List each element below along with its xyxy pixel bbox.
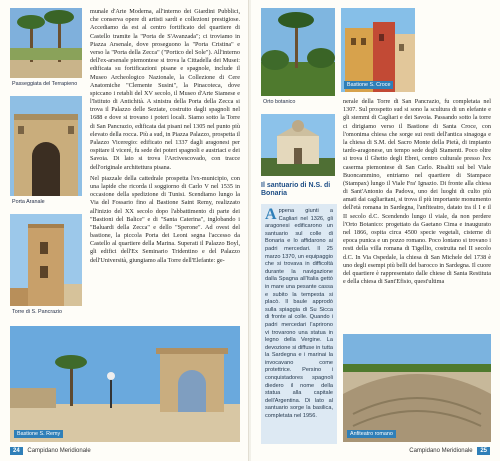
tower-image [10, 214, 82, 306]
photo-orto-botanico [261, 8, 335, 96]
caption-torre-pancrazio: Torre di S. Pancrazio [12, 309, 63, 315]
photo-torre-pancrazio [10, 214, 82, 306]
caption-bastione-croce: Bastione S. Croce [344, 81, 393, 89]
sidebar-box [261, 204, 337, 444]
sidebar-title-text: Il santuario di N.S. di Bonaria [261, 182, 331, 198]
sidebar-dropcap: A [265, 206, 277, 223]
sidebar-text: ppena giunti a Cagliari nel 1326, gli aragonesi edificarono un santuario sul colle di Bonaria e lo affidarono ai padri mercedari. Il 25 marzo 1370, un equipaggio che si trovava in difficoltà durante la navigazione dalla Spagna all'Italia gettò in mare una pesante cassa e subito la tempesta si placò. Il baule approdò sulla spiaggia di Su Sicca di fronte al colle. Quando i padri mercedari l'aprirono vi trovarono una statua in legno della Vergine. La devozione si diffuse in tutta la Sardegna e i marinai la invocavano come protettrice. Persino i conquistadores spagnoli diedero il nome della statua alla capitale dell'Argentina. Di lato al santuario sorge la basilica, completata nel 1956. [265, 208, 333, 420]
amphitheatre-image [343, 334, 491, 442]
photo-anfiteatro [343, 334, 491, 442]
page-number-left: 24 [10, 447, 23, 455]
right-page [251, 0, 500, 461]
photo-bastione-croce [341, 8, 415, 92]
caption-orto-botanico: Orto botanico [263, 99, 296, 105]
page-number-right: 25 [477, 447, 490, 455]
bastion-square-image [10, 326, 240, 442]
photo-porta-aranale [10, 96, 82, 196]
photo-bastione-remy [10, 326, 240, 442]
photo-basilica-bonaria [261, 114, 335, 176]
church-image [261, 114, 335, 176]
right-paragraph-1: nerale della Torre di San Pancrazio, fu completata nel 1307. Sul prospetto sud si sono la scultura di un elefante e gli stemmi di Cagliari e dei Savoia. Passando sotto la torre ci dirigiamo verso il Bastione di Santa Croce, con l'omonima chiesa che sorge sui resti dell'antica sinagoga e la chiesa di S.M. del Sacro Monte della Pietà, di impianto tardo-aragonese, un tempo sede degli Stamenti. Poco oltre si trova il Ghetto degli Ebrei, centro culturale presso l'ex caserma piemontese di San Carlo. Risaliti sul bel Viale Buoncammino, entriamo nel quartiere di Stampace (Stampax) lungo il Viale Fra' Ignazio. Di fronte alla chiesa di Sant'Antonio da Padova, uno dei luoghi di culto più amati dai cagliaritani, si trova il più importante monumento dell'età romana in Sardegna, l'anfiteatro, datato tra il I e il II secolo d.C. Scendendo lungo il viale, da non perdere l'Orto Botanico: progettato da Gaetano Cima e inaugurato nel 1866, ospita circa 4500 specie vegetali, cisterne di epoca punica e un pozzo romano. Poco lontano si trovano i resti della villa romana di Tigellio, costruita nel II secolo d.C. In Via Ospedale, la chiesa di San Michele del 1738 è uno degli esempi più belli del barocco in Sardegna. Il cuore del quartiere è rappresentato dalle chiese di Santa Restituta e della chiesa di Sant'Efisio, quest'ultima [343, 98, 491, 286]
left-paragraph-1: munale d'Arte Moderna, all'interno dei Giardini Pubblici, che conserva opere di artisti sardi e collezioni prestigiose. Accediamo da est al centro fortificato del quartiere di Castello tramite la "Porta de S'Avanzada"; ci troviamo in Piazza Arsenale, dove proseguono la "Porta Cristina" e verso la "Porta della Zecca" ("Portico del Sole"). All'interno dell'ex-arsenale piemontese si trova la Cittadella dei Musei: edificata su fortificazioni pisane e spagnole, include il Museo Archeologico Nazionale, la Collezione di Cere Anatomiche "Clemente Susini", la Pinacoteca, dove spiccano i retabli del XV secolo, il Museo d'Arte Siamese e l'Istituto di Antichità. A sinistra della Porta della Zecca si trova il Palazzo delle Seziate, costruito dagli spagnoli nel 1688 e dove si trovano i poteri locali. Siamo sotto la Torre di San Pancrazio, edificata dai pisani nel 1305 nel punto più elevato della rocca. Più a sud, in Piazza Palazzo, prospetta il Palazzo Viceregio: edificato nel 1337 dagli aragonesi per ospitare il viceré, fu sede dei poteri spagnoli e austriaci e dei Savoia. Di lato si trova l'Arcivescovado, con tracce dell'originale architettura pisana. [90, 8, 240, 171]
caption-porta-aranale: Porta Aranale [12, 199, 45, 205]
left-footer [10, 447, 91, 455]
right-body-text [343, 98, 491, 330]
left-paragraph-2: Nel piazzale della cattedrale prospetta l'ex-municipio, con una lapide che ricorda il soggiorno di Carlo V nel 1535 in occasione della spedizione di Tunisi. Scendiamo lungo la Via del Fossario fino al Bastione Saint Remy, realizzato all'inizio del XX secolo dopo l'abbattimento di parte dei "Bastioni del Balice" e di "Santa Caterina", inglobando i "Baluardi della Zecca" e dello "Sperone". Ad ovest del bastione, la piccola Porta dei Leoni segna l'accesso da Castello al quartiere della Marina. Superati il Palazzo Boyl, gli edifici dell'Ex Seminario Tridentino e del Palazzo dell'Università, giungiamo alla Torre dell'Elefante: ge- [90, 174, 240, 264]
right-footer [409, 447, 490, 455]
running-title-right: Campidano Meridionale [409, 448, 473, 454]
photo-passeggiata-terrapieno [10, 8, 82, 78]
garden-image [261, 8, 335, 96]
gate-image [10, 96, 82, 196]
palm-promenade-image [10, 8, 82, 78]
left-body-text [90, 8, 240, 318]
running-title-left: Campidano Meridionale [27, 448, 91, 454]
left-page [0, 0, 249, 461]
caption-anfiteatro: Anfiteatro romano [347, 430, 396, 438]
buildings-image [341, 8, 415, 92]
sidebar-title [261, 182, 337, 198]
caption-passeggiata: Passeggiata del Terrapieno [12, 81, 78, 87]
caption-bastione-remy: Bastione S. Remy [14, 430, 63, 438]
